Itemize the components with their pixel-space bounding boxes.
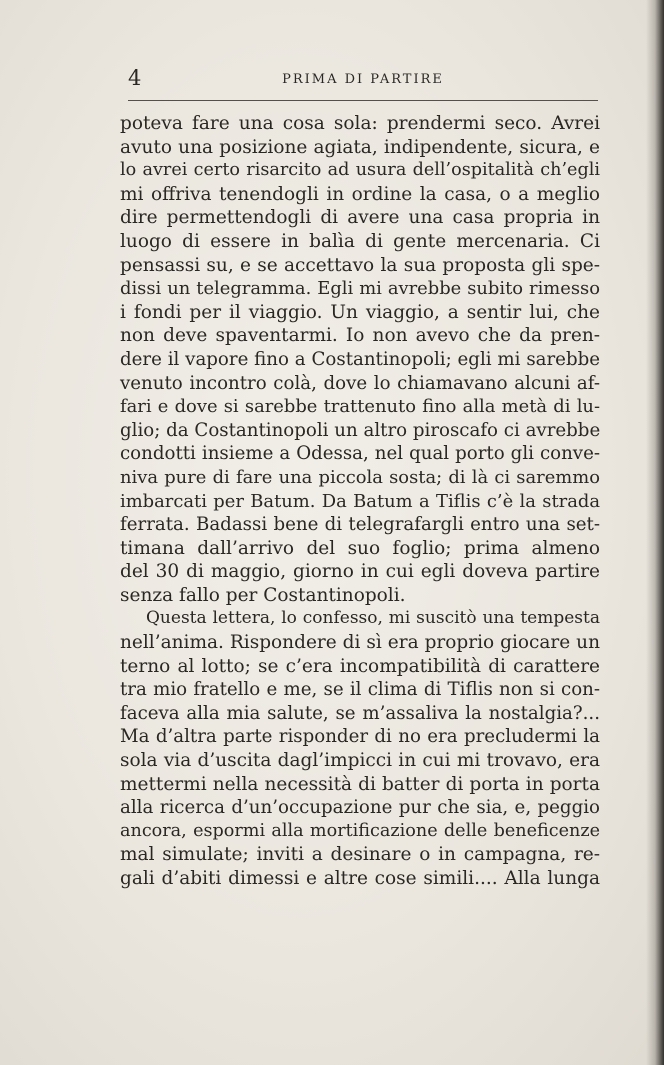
page-header: [128, 66, 598, 94]
text-line: mettermi nella necessità di batter di porta in porta: [120, 773, 600, 795]
text-line: imbarcati per Batum. Da Batum a Tiflis c’è la strada: [120, 490, 600, 512]
text-line: condotti insieme a Odessa, nel qual porto gli conve-: [120, 443, 600, 465]
running-title: PRIMA DI PARTIRE: [282, 72, 444, 87]
text-line: pensassi su, e se accettavo la sua proposta gli spe-: [120, 254, 600, 276]
text-line: mi offriva tenendogli in ordine la casa, o a meglio: [120, 183, 600, 205]
text-line: gali d’abiti dimessi e altre cose simili.... Alla lunga: [120, 868, 600, 889]
text-line: alla ricerca d’un’occupazione pur che sia, e, peggio: [120, 797, 600, 819]
text-line: poteva fare una cosa sola: prendermi seco. Avrei: [120, 113, 600, 134]
text-line: lo avrei certo risarcito ad usura dell’ospitalità ch’egli: [120, 160, 600, 181]
text-line: niva pure di fare una piccola sosta; di là ci saremmo: [120, 466, 600, 488]
text-line: Ma d’altra parte risponder di no era precludermi la: [120, 726, 600, 748]
text-line: faceva alla mia salute, se m’assaliva la nostalgia?...: [120, 702, 600, 724]
text-line: venuto incontro colà, dove lo chiamavano alcuni af-: [120, 372, 600, 394]
body-text: [120, 112, 600, 891]
page-number: 4: [128, 66, 142, 90]
text-line: i fondi per il viaggio. Un viaggio, a sentir lui, che: [120, 301, 600, 323]
text-line: terno al lotto; se c’era incompatibilità di carattere: [120, 655, 600, 677]
text-line: mal simulate; inviti a desinare o in campagna, re-: [120, 844, 600, 866]
text-line: ancora, espormi alla mortificazione delle beneficenze: [120, 820, 600, 841]
text-line: non deve spaventarmi. Io non avevo che da pren-: [120, 325, 600, 347]
text-line: luogo di essere in balìa di gente mercenaria. Ci: [120, 230, 600, 252]
text-line: nell’anima. Rispondere di sì era proprio giocare un: [120, 632, 600, 654]
text-line: timana dall’arrivo del suo foglio; prima almeno: [120, 537, 600, 559]
text-line: del 30 di maggio, giorno in cui egli doveva partire: [120, 561, 600, 583]
header-rule: [128, 100, 598, 101]
text-line: avuto una posizione agiata, indipendente, sicura, e: [120, 136, 600, 158]
text-line: dissi un telegramma. Egli mi avrebbe subito rimesso: [120, 278, 600, 300]
page-edge-shadow: [646, 0, 664, 1065]
text-line: sola via d’uscita dagl’impicci in cui mi trovavo, era: [120, 750, 600, 772]
text-line: glio; da Costantinopoli un altro piroscafo ci avrebbe: [120, 419, 601, 441]
text-line: dere il vapore fino a Costantinopoli; egli mi sarebbe: [120, 348, 600, 370]
text-line: senza fallo per Costantinopoli.: [120, 584, 406, 606]
text-line: fari e dove si sarebbe trattenuto fino alla metà di lu-: [120, 396, 600, 418]
text-line: ferrata. Badassi bene di telegrafargli entro una set-: [120, 514, 600, 536]
paragraph-start-line: Questa lettera, lo confesso, mi suscitò una tempesta: [146, 608, 600, 629]
text-line: dire permettendogli di avere una casa propria in: [120, 207, 600, 229]
text-line: tra mio fratello e me, se il clima di Tiflis non si con-: [120, 679, 600, 701]
